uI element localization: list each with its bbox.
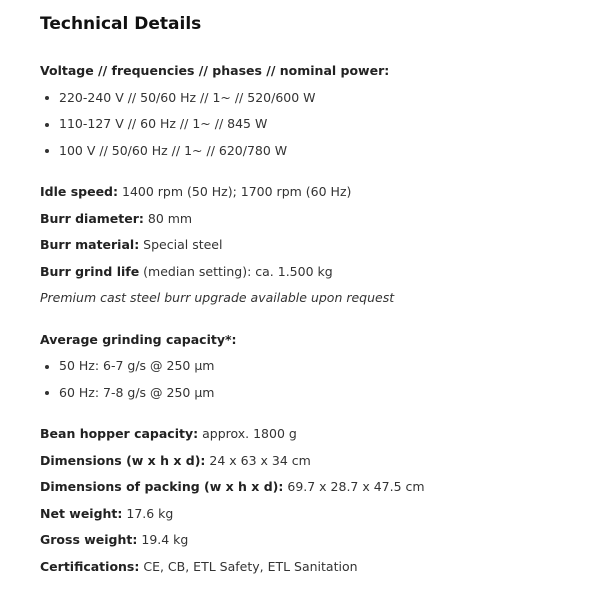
capacity-item: 60 Hz: 7-8 g/s @ 250 µm — [40, 380, 580, 407]
idle-speed: Idle speed: 1400 rpm (50 Hz); 1700 rpm (60 Hz) — [40, 184, 352, 199]
power-heading: Voltage // frequencies // phases // nominal power: — [40, 63, 390, 78]
dimensions: Dimensions (w x h x d): 24 x 63 x 34 cm — [40, 452, 311, 468]
power-list — [40, 85, 580, 165]
hopper-capacity: Bean hopper capacity: approx. 1800 g — [40, 426, 297, 441]
section-title: Technical Details — [40, 14, 202, 34]
net-weight: Net weight: 17.6 kg — [40, 505, 174, 521]
capacity-item: 50 Hz: 6-7 g/s @ 250 µm — [40, 353, 580, 380]
capacity-list — [40, 353, 580, 406]
power-item: 220-240 V // 50/60 Hz // 1~ // 520/600 W — [40, 85, 580, 112]
burr-diameter: Burr diameter: 80 mm — [40, 210, 193, 226]
capacity-heading: Average grinding capacity*: — [40, 331, 237, 347]
certifications: Certifications: CE, CB, ETL Safety, ETL Sanitation — [40, 558, 358, 574]
gross-weight: Gross weight: 19.4 kg — [40, 532, 189, 547]
power-item: 110-127 V // 60 Hz // 1~ // 845 W — [40, 111, 580, 138]
burr-material: Burr material: Special steel — [40, 237, 223, 252]
packing-dimensions: Dimensions of packing (w x h x d): 69.7 x 28.7 x 47.5 cm — [40, 479, 425, 494]
burr-upgrade-note: Premium cast steel burr upgrade available upon request — [40, 290, 395, 305]
power-item: 100 V // 50/60 Hz // 1~ // 620/780 W — [40, 138, 580, 165]
technical-details-section — [40, 12, 580, 580]
burr-grind-life: Burr grind life (median setting): ca. 1.500 kg — [40, 263, 333, 279]
